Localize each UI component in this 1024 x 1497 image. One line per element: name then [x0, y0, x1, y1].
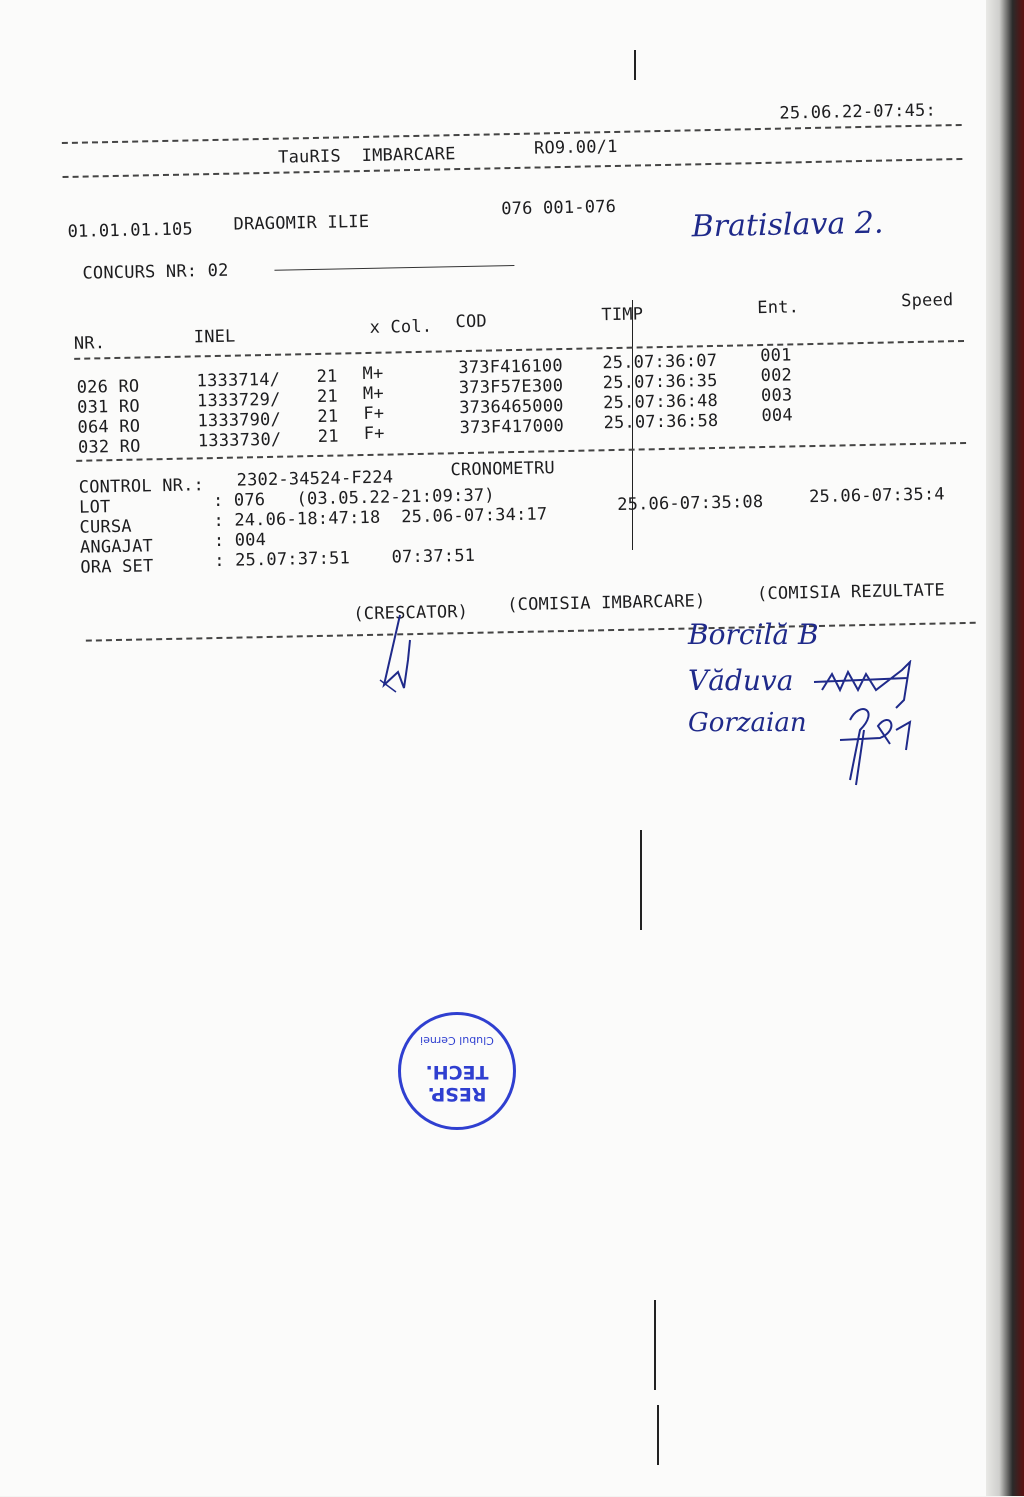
row-nr: 032 RO [77, 436, 141, 458]
lot-label: LOT [78, 497, 111, 518]
row-inel: 1333714/ [196, 369, 281, 392]
row-cod: 373F417000 [459, 416, 565, 439]
row-nr: 031 RO [76, 396, 140, 418]
ora-set-label: ORA SET [80, 556, 154, 578]
row-timp: 25.07:36:48 [602, 390, 719, 414]
header-col: x Col. [369, 316, 433, 338]
row-inel: 1333729/ [196, 389, 281, 412]
row-nr: 026 RO [76, 376, 140, 398]
row-nr: 064 RO [77, 416, 141, 438]
lot-value: : 076 (03.05.22-21:09:37) [212, 485, 495, 512]
ora-set-value: : 25.07:37:51 07:37:51 [214, 545, 476, 572]
owner-range: 076 001-076 [501, 196, 617, 220]
row-sex: F+ [363, 423, 385, 445]
header-nr: NR. [73, 333, 106, 354]
row-cod: 373F57E300 [458, 376, 564, 399]
label-comisia-imbarcare: (COMISIA IMBARCARE) [507, 591, 706, 616]
header-form-code: RO9.00/1 [533, 136, 618, 159]
header-inel: INEL [193, 326, 236, 348]
crescator-signature-scribble [370, 610, 430, 700]
header-timestamp: 25.06.22-07:45: [779, 100, 937, 124]
angajat-label: ANGAJAT [79, 536, 154, 558]
row-year: 21 [316, 386, 339, 407]
divider-top-1 [62, 124, 962, 144]
handwritten-signature-name-2: Văduva [688, 664, 794, 697]
divider-top-2 [63, 158, 963, 178]
cursa-label: CURSA [79, 516, 132, 538]
handwritten-location: Bratislava 2. [691, 205, 884, 245]
cursa-value: : 24.06-18:47:18 25.06-07:34:17 [213, 504, 548, 532]
header-speed: Speed [901, 290, 954, 312]
row-timp: 25.07:36:35 [602, 370, 718, 394]
divider-bottom [86, 622, 976, 642]
row-ent: 004 [761, 405, 793, 427]
row-sex: M+ [362, 363, 384, 385]
owner-name: DRAGOMIR ILIE [233, 211, 370, 235]
row-timp: 25.07:36:07 [602, 350, 718, 374]
gorzaian-signature-scribble [820, 700, 920, 790]
row-year: 21 [317, 406, 339, 427]
row-year: 21 [316, 366, 338, 387]
stamp-line-1: RESP. [427, 1083, 487, 1105]
contest-underline [274, 265, 514, 271]
handwritten-signature-name-3: Gorzaian [688, 708, 807, 738]
row-inel: 1333730/ [197, 429, 282, 452]
control-label: CONTROL NR.: [78, 475, 205, 498]
row-ent: 001 [760, 345, 792, 367]
stamp-line-2: TECH. [425, 1061, 489, 1083]
row-inel: 1333790/ [197, 409, 282, 432]
label-crescator: (CRESCATOR) [353, 601, 469, 625]
row-sex: M+ [362, 383, 385, 405]
header-title: TauRIS IMBARCARE [277, 144, 456, 168]
control-value: 2302-34524-F224 [236, 467, 394, 491]
header-timp: TIMP [601, 304, 644, 326]
cursa-extra-2: 25.06-07:35:4 [808, 484, 945, 508]
row-year: 21 [317, 426, 339, 447]
handwritten-signature-name-1: Borcilă B [688, 618, 819, 651]
row-timp: 25.07:36:58 [603, 410, 719, 434]
owner-code: 01.01.01.105 [67, 219, 194, 242]
label-comisia-rezultate: (COMISIA REZULTATE [756, 580, 946, 605]
club-stamp [398, 1012, 516, 1130]
stamp-ring-text: Clubul Cernei [420, 1034, 494, 1047]
row-cod: 373F416100 [458, 356, 563, 379]
angajat-value: : 004 [213, 530, 267, 552]
row-ent: 002 [760, 365, 793, 387]
contest-label: CONCURS NR: 02 [82, 260, 229, 284]
header-cod: COD [455, 311, 488, 333]
row-sex: F+ [363, 403, 385, 425]
cronometru-label: CRONOMETRU [450, 458, 556, 481]
header-ent: Ent. [757, 297, 800, 319]
row-ent: 003 [760, 385, 793, 407]
row-cod: 3736465000 [459, 396, 564, 419]
cursa-extra-1: 25.06-07:35:08 [617, 492, 764, 515]
